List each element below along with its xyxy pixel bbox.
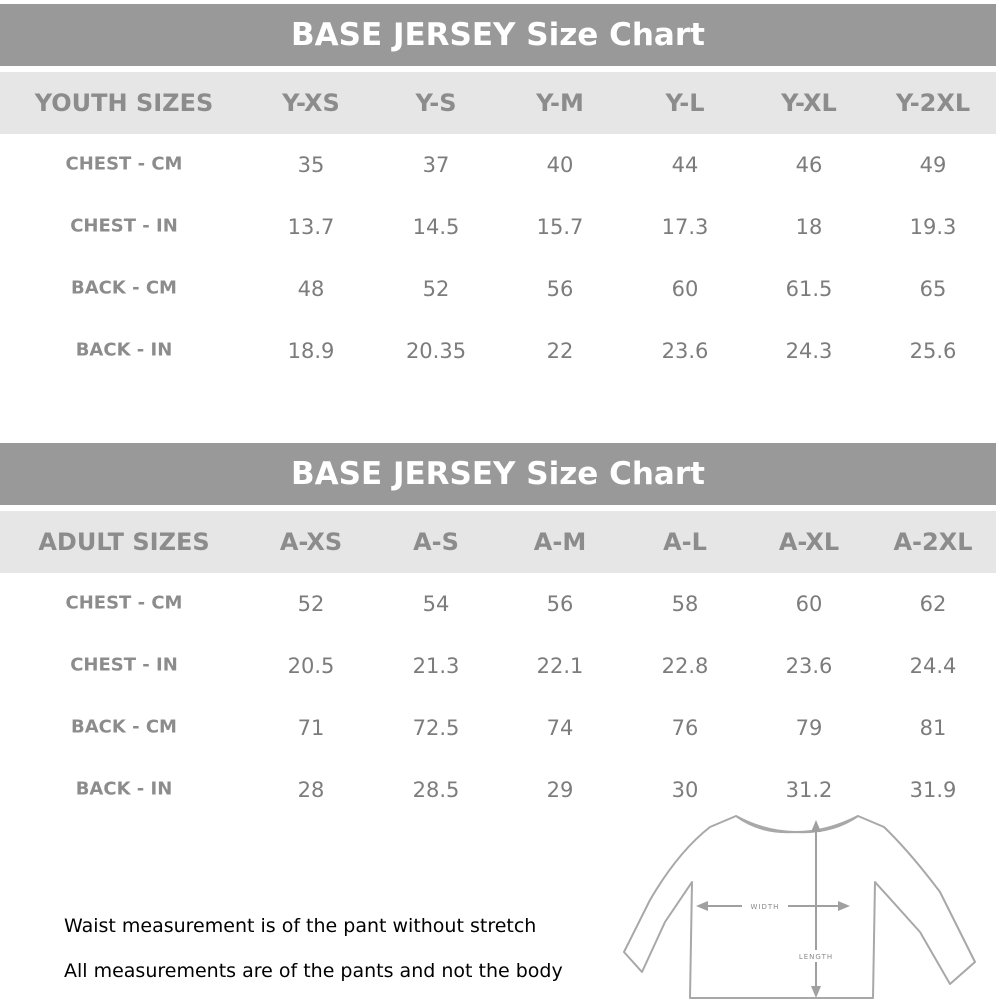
size-header: A-L [663,528,707,556]
size-header: Y-M [536,89,584,117]
size-header: Y-XS [282,89,340,117]
table-cell: 22.8 [661,654,709,678]
table-cell: 17.3 [661,215,709,239]
table-cell: 15.7 [536,215,584,239]
note-measurements: All measurements are of the pants and not the body [64,960,563,982]
size-header: A-XS [279,528,343,556]
table-cell: 25.6 [909,339,957,363]
table-cell: 31.9 [909,778,957,802]
size-header: A-S [413,528,459,556]
youth-chart-title: BASE JERSEY Size Chart [0,4,996,66]
table-cell: 79 [795,716,823,740]
row-label: BACK - IN [75,778,173,800]
table-cell: 40 [546,153,574,177]
table-cell: 22.1 [536,654,584,678]
table-cell: 65 [919,277,947,301]
row-label: CHEST - IN [70,654,178,676]
size-header: Y-S [415,89,457,117]
table-cell: 54 [422,592,450,616]
table-cell: 30 [671,778,699,802]
row-label: BACK - IN [75,339,173,361]
size-header: A-2XL [893,528,973,556]
adult-header-row [0,511,996,573]
size-header: Y-XL [781,89,837,117]
table-cell: 29 [546,778,574,802]
table-cell: 56 [546,592,574,616]
table-cell: 61.5 [785,277,833,301]
table-cell: 72.5 [412,716,460,740]
table-cell: 24.3 [785,339,833,363]
table-cell: 60 [795,592,823,616]
table-cell: 44 [671,153,699,177]
table-cell: 19.3 [909,215,957,239]
row-label: CHEST - IN [70,215,178,237]
table-cell: 28 [297,778,325,802]
adult-sizes-label: ADULT SIZES [38,528,210,556]
note-waist: Waist measurement is of the pant without stretch [64,915,537,937]
table-cell: 18 [795,215,823,239]
table-cell: 13.7 [287,215,335,239]
youth-header-row [0,72,996,134]
row-label: BACK - CM [71,716,177,738]
table-cell: 18.9 [287,339,335,363]
table-cell: 49 [919,153,947,177]
row-label: CHEST - CM [65,153,183,175]
table-cell: 56 [546,277,574,301]
table-cell: 35 [297,153,325,177]
table-cell: 81 [919,716,947,740]
jersey-diagram [620,812,980,1002]
size-header: Y-L [665,89,705,117]
table-cell: 76 [671,716,699,740]
row-label: BACK - CM [71,277,177,299]
table-cell: 58 [671,592,699,616]
youth-sizes-label: YOUTH SIZES [34,89,214,117]
table-cell: 48 [297,277,325,301]
size-header: A-XL [778,528,840,556]
table-cell: 52 [422,277,450,301]
table-cell: 28.5 [412,778,460,802]
table-cell: 74 [546,716,574,740]
table-cell: 60 [671,277,699,301]
table-cell: 24.4 [909,654,957,678]
table-cell: 20.5 [287,654,335,678]
row-label: CHEST - CM [65,592,183,614]
table-cell: 20.35 [405,339,467,363]
size-header: Y-2XL [895,89,971,117]
table-cell: 23.6 [661,339,709,363]
table-cell: 71 [297,716,325,740]
width-label: WIDTH [750,903,780,911]
table-cell: 52 [297,592,325,616]
table-cell: 46 [795,153,823,177]
length-arrow-top-head [811,820,821,832]
table-cell: 22 [546,339,574,363]
table-cell: 31.2 [785,778,833,802]
adult-chart-title: BASE JERSEY Size Chart [0,443,996,505]
table-cell: 23.6 [785,654,833,678]
table-cell: 21.3 [412,654,460,678]
table-cell: 37 [422,153,450,177]
table-cell: 14.5 [412,215,460,239]
size-header: A-M [533,528,587,556]
length-label: LENGTH [798,953,834,961]
table-cell: 62 [919,592,947,616]
